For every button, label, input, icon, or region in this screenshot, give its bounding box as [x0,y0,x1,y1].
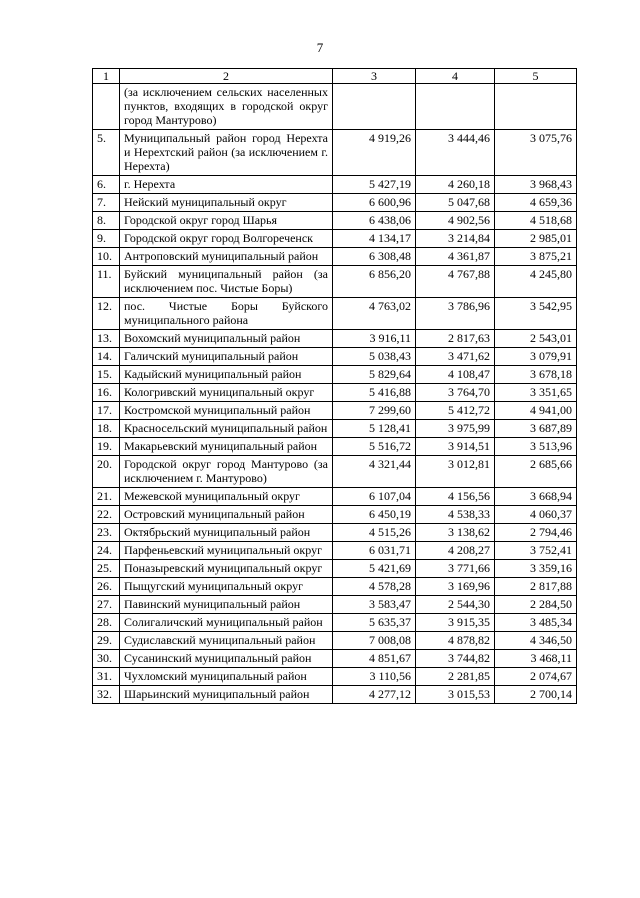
table-row [93,650,577,668]
row-number-cell: 22. [93,506,120,524]
value-cell-col3: 4 919,26 [333,130,416,176]
table-row [93,194,577,212]
value-cell-col4: 3 975,99 [416,420,495,438]
row-number-cell: 26. [93,578,120,596]
table-row [93,366,577,384]
row-number-cell: 13. [93,330,120,348]
value-cell-col5: 3 485,34 [495,614,577,632]
value-cell-col3: 6 600,96 [333,194,416,212]
value-cell-col5: 2 284,50 [495,596,577,614]
territory-name-cell: Нейский муниципальный округ [120,194,333,212]
value-cell-col5: 3 752,41 [495,542,577,560]
column-header: 4 [416,69,495,84]
value-cell-col5: 3 968,43 [495,176,577,194]
column-header: 5 [495,69,577,84]
value-cell-col5: 4 245,80 [495,266,577,298]
value-cell-col4: 3 786,96 [416,298,495,330]
row-number-cell: 18. [93,420,120,438]
value-cell-col5: 3 079,91 [495,348,577,366]
table-row [93,506,577,524]
table-row [93,456,577,488]
value-cell-col5: 2 985,01 [495,230,577,248]
territory-name-cell: Октябрьский муниципальный район [120,524,333,542]
value-cell-col3: 3 583,47 [333,596,416,614]
table-row [93,686,577,704]
table-row [93,578,577,596]
header-row [93,69,577,84]
value-cell-col5: 2 543,01 [495,330,577,348]
territory-name-cell: Сусанинский муниципальный район [120,650,333,668]
territory-name-cell: Шарьинский муниципальный район [120,686,333,704]
column-header: 1 [93,69,120,84]
value-cell-col5: 2 817,88 [495,578,577,596]
value-cell-col5: 4 060,37 [495,506,577,524]
value-cell-col3: 6 856,20 [333,266,416,298]
value-cell-col4: 4 156,56 [416,488,495,506]
row-number-cell: 21. [93,488,120,506]
value-cell-col5: 4 659,36 [495,194,577,212]
row-number-cell: 23. [93,524,120,542]
value-cell-col4: 4 902,56 [416,212,495,230]
value-cell-col4: 3 444,46 [416,130,495,176]
value-cell-col5: 3 075,76 [495,130,577,176]
territory-name-cell: Галичский муниципальный район [120,348,333,366]
value-cell-col5: 2 074,67 [495,668,577,686]
table-row [93,266,577,298]
value-cell-col3: 6 450,19 [333,506,416,524]
row-number-cell: 11. [93,266,120,298]
row-number-cell: 20. [93,456,120,488]
value-cell-col4: 4 878,82 [416,632,495,650]
territory-name-cell: Пыщугский муниципальный округ [120,578,333,596]
value-cell-col3: 4 763,02 [333,298,416,330]
row-number-cell: 8. [93,212,120,230]
row-number-cell: 9. [93,230,120,248]
table-row [93,248,577,266]
value-cell-col4: 4 208,27 [416,542,495,560]
value-cell-col3: 6 308,48 [333,248,416,266]
value-cell-col5: 4 346,50 [495,632,577,650]
value-cell-col3: 4 578,28 [333,578,416,596]
row-number-cell: 19. [93,438,120,456]
territory-name-cell: Солигаличский муниципальный район [120,614,333,632]
row-number-cell: 10. [93,248,120,266]
row-number-cell: 15. [93,366,120,384]
territory-name-cell: пос. Чистые Боры Буйского муниципального района [120,298,333,330]
value-cell-col3: 5 416,88 [333,384,416,402]
table-row [93,596,577,614]
value-cell-col4: 3 764,70 [416,384,495,402]
value-cell-col5: 3 351,65 [495,384,577,402]
value-cell-col4: 5 412,72 [416,402,495,420]
value-cell-col3: 5 635,37 [333,614,416,632]
value-cell-col4: 3 012,81 [416,456,495,488]
value-cell-col4: 3 214,84 [416,230,495,248]
value-cell-col5: 3 468,11 [495,650,577,668]
territory-name-cell: Антроповский муниципальный район [120,248,333,266]
value-cell-col3: 6 438,06 [333,212,416,230]
table-row [93,438,577,456]
table-row [93,348,577,366]
value-cell-col3: 3 916,11 [333,330,416,348]
territory-name-cell: Парфеньевский муниципальный округ [120,542,333,560]
table-row [93,130,577,176]
row-number-cell: 32. [93,686,120,704]
value-cell-col3 [333,84,416,130]
table-row [93,330,577,348]
data-table [92,68,577,704]
value-cell-col4: 3 169,96 [416,578,495,596]
table-row [93,524,577,542]
value-cell-col4 [416,84,495,130]
value-cell-col3: 3 110,56 [333,668,416,686]
territory-name-cell: Кадыйский муниципальный район [120,366,333,384]
table-row [93,84,577,130]
territory-name-cell: г. Нерехта [120,176,333,194]
table-row [93,402,577,420]
row-number-cell: 24. [93,542,120,560]
territory-name-cell: Городской округ город Волгореченск [120,230,333,248]
value-cell-col5 [495,84,577,130]
table-body [93,84,577,704]
table-row [93,384,577,402]
value-cell-col5: 3 359,16 [495,560,577,578]
value-cell-col5: 2 685,66 [495,456,577,488]
value-cell-col3: 5 829,64 [333,366,416,384]
row-number-cell: 6. [93,176,120,194]
territory-name-cell: Городской округ город Мантурово (за исключением г. Мантурово) [120,456,333,488]
column-header: 2 [120,69,333,84]
value-cell-col5: 3 875,21 [495,248,577,266]
territory-name-cell: Макарьевский муниципальный район [120,438,333,456]
column-header: 3 [333,69,416,84]
table-row [93,230,577,248]
territory-name-cell: Костромской муниципальный район [120,402,333,420]
value-cell-col3: 5 421,69 [333,560,416,578]
value-cell-col4: 4 361,87 [416,248,495,266]
territory-name-cell: (за исключением сельских населенных пунктов, входящих в городской округ город Мантурово) [120,84,333,130]
row-number-cell: 28. [93,614,120,632]
value-cell-col5: 3 513,96 [495,438,577,456]
value-cell-col5: 3 678,18 [495,366,577,384]
value-cell-col3: 4 277,12 [333,686,416,704]
value-cell-col4: 4 260,18 [416,176,495,194]
row-number-cell: 17. [93,402,120,420]
value-cell-col3: 4 851,67 [333,650,416,668]
territory-name-cell: Павинский муниципальный район [120,596,333,614]
value-cell-col3: 4 134,17 [333,230,416,248]
value-cell-col3: 6 031,71 [333,542,416,560]
table-row [93,176,577,194]
value-cell-col3: 7 299,60 [333,402,416,420]
value-cell-col3: 5 128,41 [333,420,416,438]
row-number-cell [93,84,120,130]
territory-name-cell: Судиславский муниципальный район [120,632,333,650]
row-number-cell: 14. [93,348,120,366]
value-cell-col4: 3 771,66 [416,560,495,578]
territory-name-cell: Красносельский муниципальный район [120,420,333,438]
value-cell-col4: 2 281,85 [416,668,495,686]
value-cell-col4: 2 544,30 [416,596,495,614]
value-cell-col3: 4 321,44 [333,456,416,488]
table-row [93,212,577,230]
value-cell-col5: 2 794,46 [495,524,577,542]
row-number-cell: 7. [93,194,120,212]
territory-name-cell: Вохомский муниципальный район [120,330,333,348]
value-cell-col5: 3 687,89 [495,420,577,438]
table-row [93,614,577,632]
value-cell-col4: 3 915,35 [416,614,495,632]
table-row [93,668,577,686]
value-cell-col3: 7 008,08 [333,632,416,650]
territory-name-cell: Островский муниципальный район [120,506,333,524]
table-row [93,298,577,330]
value-cell-col4: 4 767,88 [416,266,495,298]
value-cell-col4: 3 471,62 [416,348,495,366]
value-cell-col4: 3 914,51 [416,438,495,456]
value-cell-col4: 3 744,82 [416,650,495,668]
table-row [93,632,577,650]
value-cell-col4: 5 047,68 [416,194,495,212]
territory-name-cell: Межевской муниципальный округ [120,488,333,506]
row-number-cell: 31. [93,668,120,686]
row-number-cell: 5. [93,130,120,176]
row-number-cell: 16. [93,384,120,402]
row-number-cell: 12. [93,298,120,330]
value-cell-col4: 3 015,53 [416,686,495,704]
row-number-cell: 29. [93,632,120,650]
row-number-cell: 27. [93,596,120,614]
value-cell-col5: 4 941,00 [495,402,577,420]
value-cell-col4: 4 108,47 [416,366,495,384]
value-cell-col3: 4 515,26 [333,524,416,542]
territory-name-cell: Чухломский муниципальный район [120,668,333,686]
value-cell-col3: 5 427,19 [333,176,416,194]
territory-name-cell: Муниципальный район город Нерехта и Нерехтский район (за исключением г. Нерехта) [120,130,333,176]
table-row [93,420,577,438]
value-cell-col4: 4 538,33 [416,506,495,524]
territory-name-cell: Буйский муниципальный район (за исключением пос. Чистые Боры) [120,266,333,298]
territory-name-cell: Поназыревский муниципальный округ [120,560,333,578]
row-number-cell: 30. [93,650,120,668]
page-number: 7 [316,40,324,55]
row-number-cell: 25. [93,560,120,578]
value-cell-col3: 6 107,04 [333,488,416,506]
value-cell-col3: 5 516,72 [333,438,416,456]
value-cell-col5: 4 518,68 [495,212,577,230]
table-row [93,560,577,578]
value-cell-col5: 2 700,14 [495,686,577,704]
territory-name-cell: Городской округ город Шарья [120,212,333,230]
table-row [93,488,577,506]
value-cell-col4: 3 138,62 [416,524,495,542]
territory-name-cell: Кологривский муниципальный округ [120,384,333,402]
table-row [93,542,577,560]
value-cell-col5: 3 668,94 [495,488,577,506]
value-cell-col5: 3 542,95 [495,298,577,330]
value-cell-col3: 5 038,43 [333,348,416,366]
value-cell-col4: 2 817,63 [416,330,495,348]
